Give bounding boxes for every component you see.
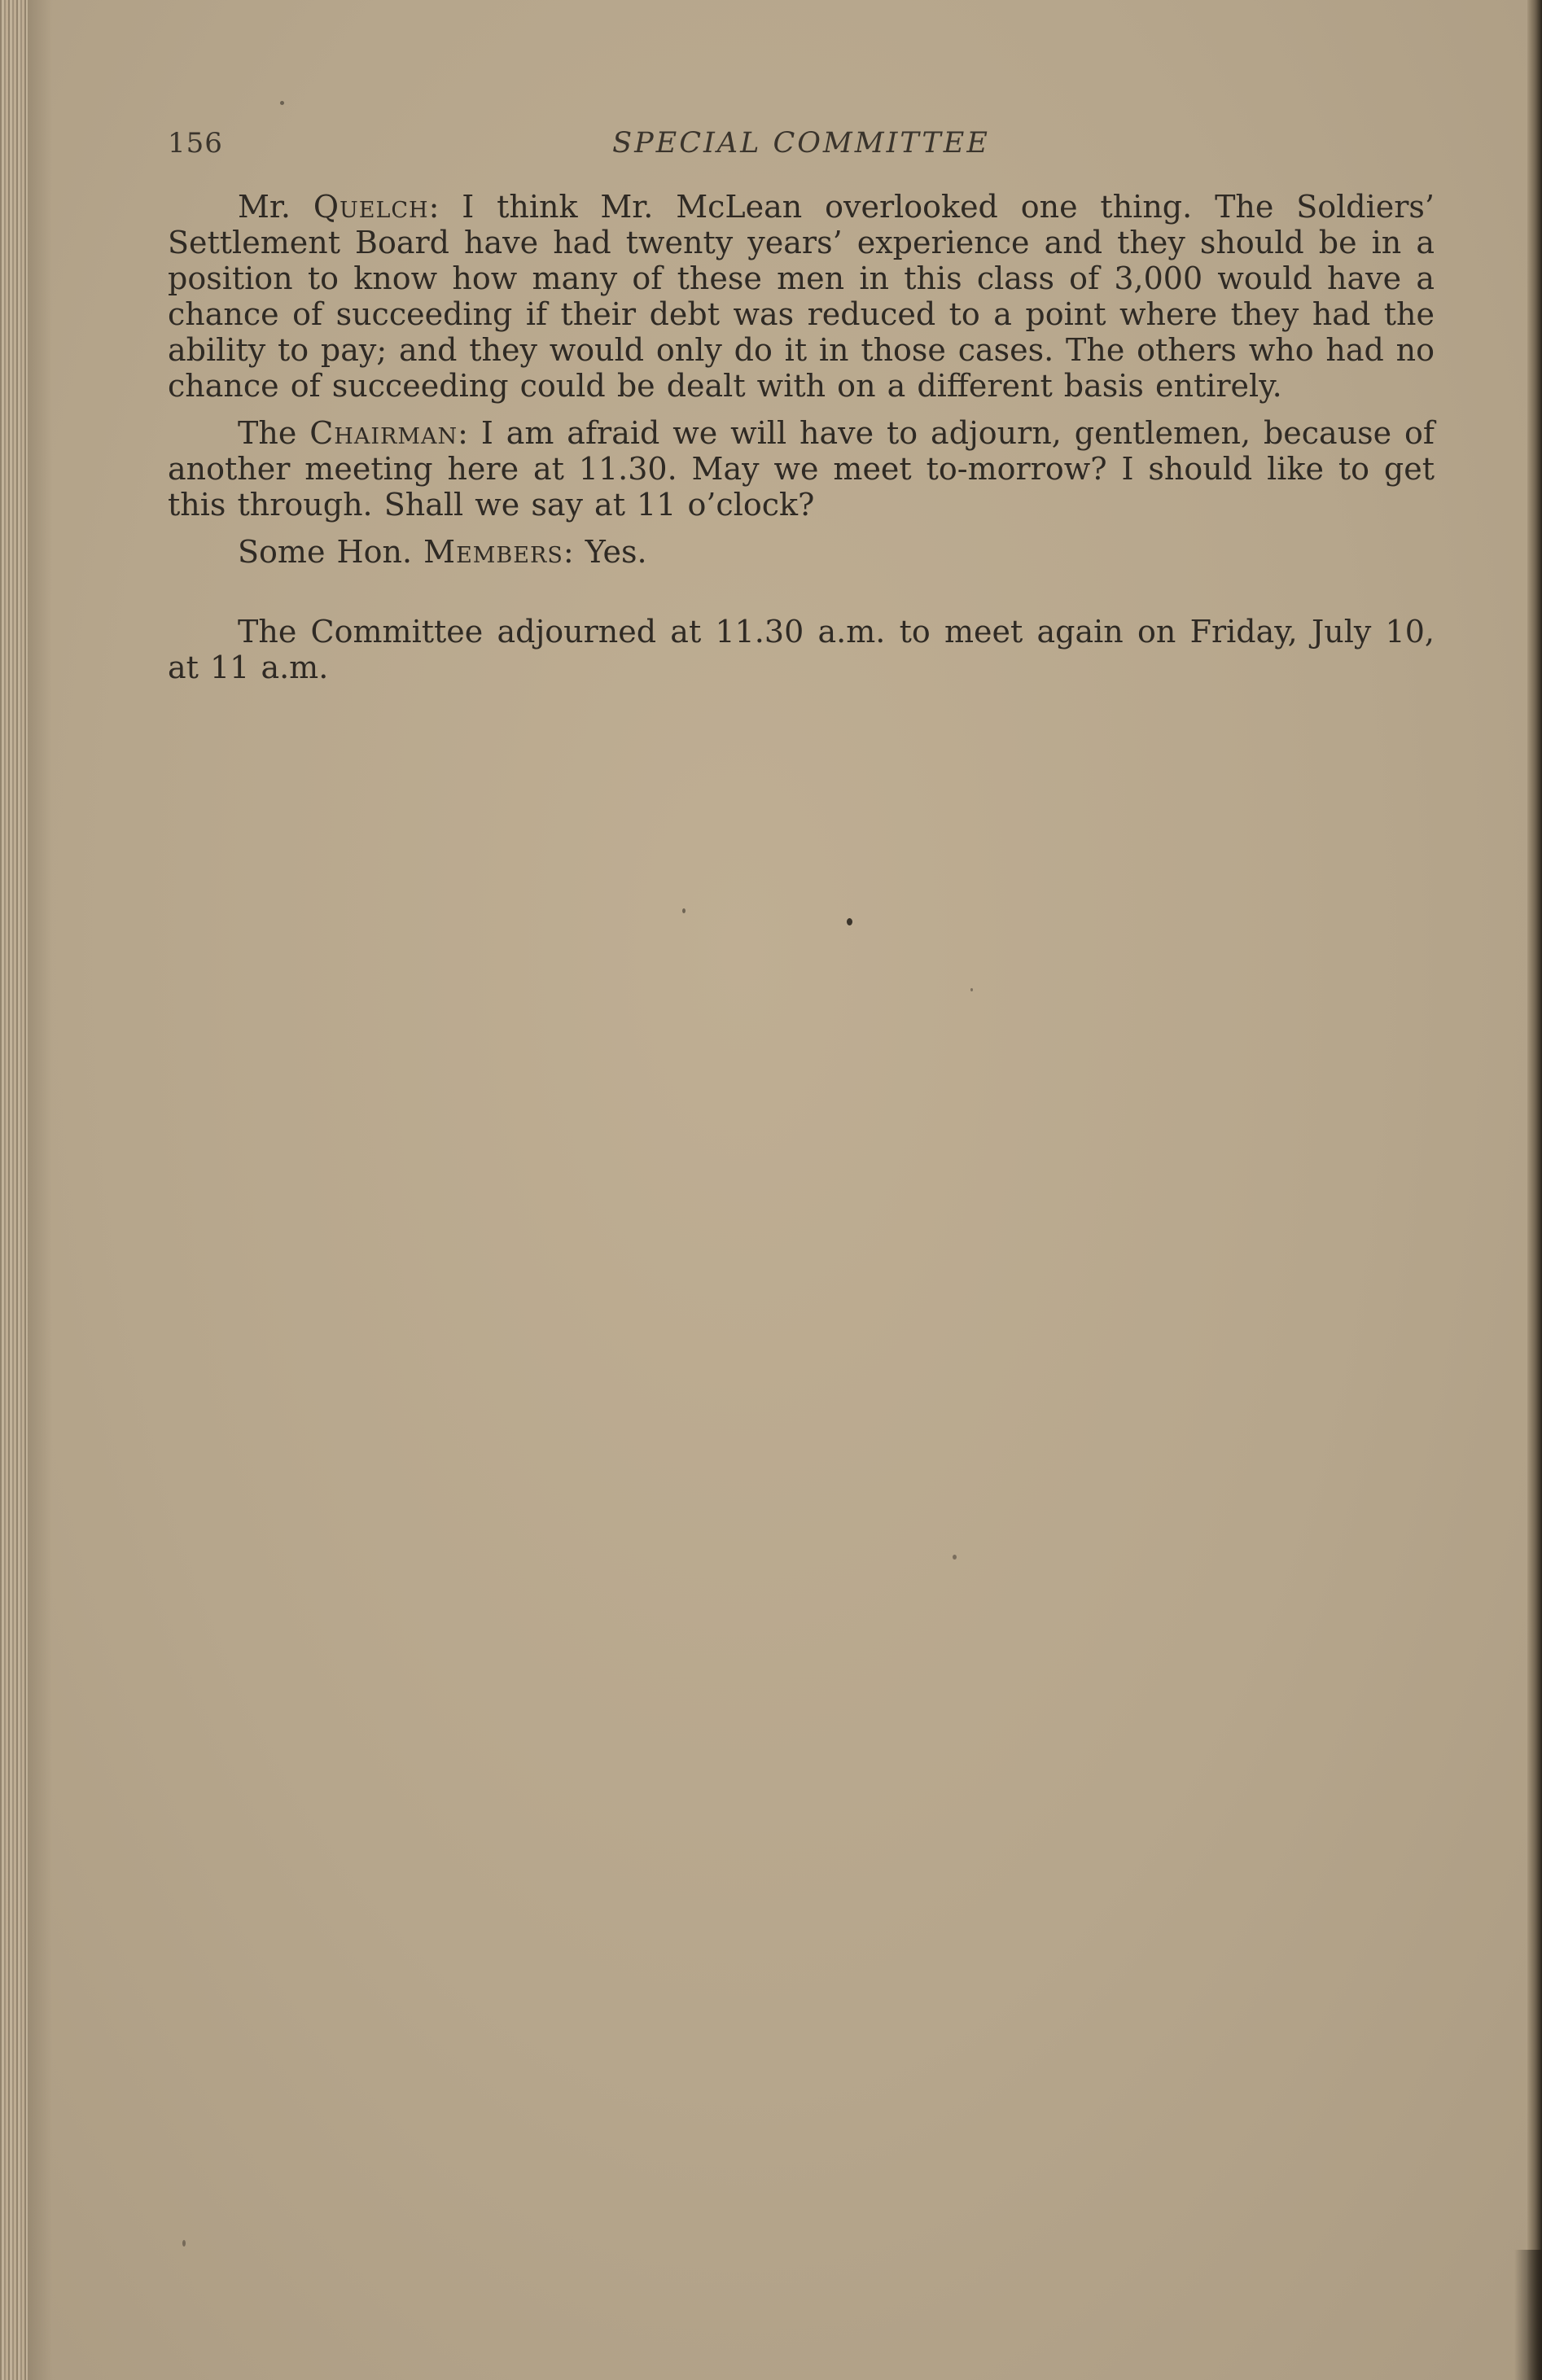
paragraph-text: Yes. [585,534,647,570]
body-text [168,189,1435,697]
speaker-name: Members [423,534,563,570]
paper-speck [182,2240,186,2247]
speaker-separator: : [563,534,585,570]
speaker-separator: : [428,189,462,225]
page-number: 156 [168,127,223,160]
page-corner-shadow [1514,2250,1542,2380]
paragraph-text: I am afraid we will have to adjourn, gentlemen, because of another meeting here at 11.30. May we meet to-morrow? I should like to get this through. Shall we say at 11 o’clock? [168,415,1435,523]
paragraph-text: I think Mr. McLean overlooked one thing. The Soldiers’ Settlement Board have had twenty years’ experience and they should be in a position to know how many of these men in this class of 3,000 would have a chance of succeeding if their debt was reduced to a point where they had the ability to pay; and they would only do it in those cases. The others who had no chance of succeeding could be dealt with on a different basis entirely. [168,189,1435,404]
speaker-separator: : [458,415,481,451]
speaker-prefix: Mr. [238,189,313,225]
speaker-prefix: Some Hon. [238,534,424,570]
page-binding-edge [0,0,28,2380]
page-right-edge [1527,0,1542,2380]
paragraph-chairman [168,415,1435,523]
paper-speck [953,1555,957,1560]
speaker-prefix: The [238,415,310,451]
speaker-name: Chairman [309,415,458,451]
paragraph-quelch [168,189,1435,404]
running-head: SPECIAL COMMITTEE [612,127,990,160]
paper-speck [847,918,852,925]
paragraph-members [168,534,1435,570]
adjournment-note: The Committee adjourned at 11.30 a.m. to meet again on Friday, July 10, at 11 a.m. [168,614,1435,685]
speaker-name: Quelch [313,189,429,225]
paper-speck [682,908,686,913]
paper-speck [280,101,284,105]
paper-speck [970,988,973,991]
binding-shadow [28,0,52,2380]
page-header [168,127,1435,164]
